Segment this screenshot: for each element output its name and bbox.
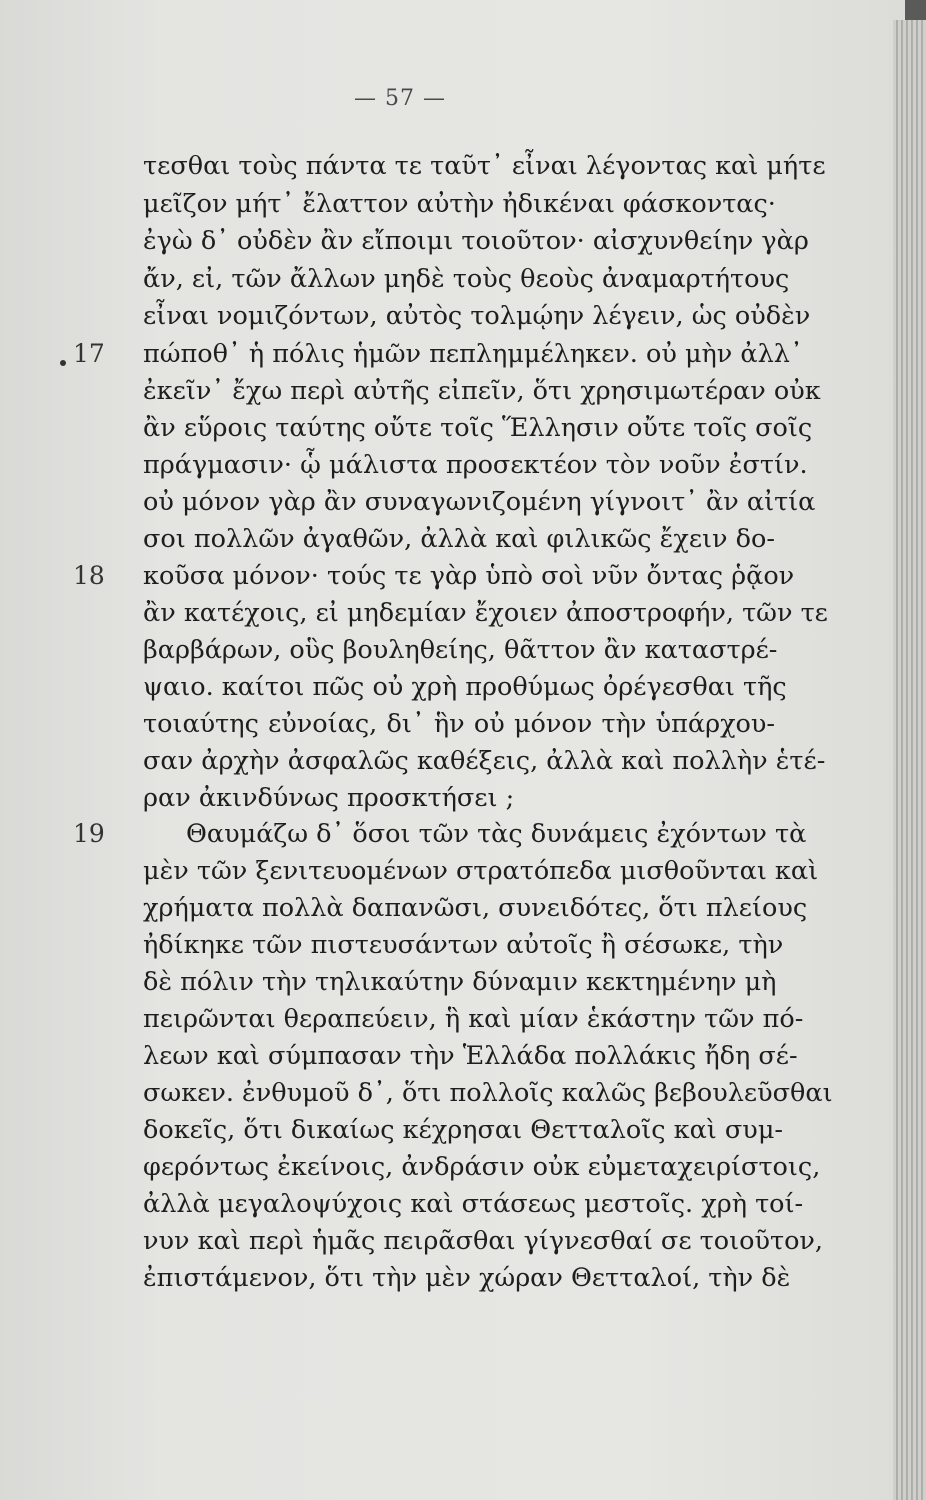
text-line: ραν ἀκινδύνως προσκτήσει ;: [143, 783, 515, 813]
text-line: πειρῶνται θεραπεύειν, ἣ καὶ μίαν ἑκάστην τῶν πό-: [143, 1004, 804, 1034]
text-line: ἄν, εἰ, τῶν ἄλλων μηδὲ τοὺς θεοὺς ἀναμαρτήτους: [143, 264, 790, 294]
text-line: ἐκεῖν᾽ ἔχω περὶ αὐτῆς εἰπεῖν, ὅτι χρησιμωτέραν οὐκ: [143, 376, 821, 406]
text-line: ἂν εὕροις ταύτης οὔτε τοῖς Ἕλλησιν οὔτε τοῖς σοῖς: [143, 413, 813, 443]
text-line: βαρβάρων, οὓς βουληθείης, θᾶττον ἂν καταστρέ-: [143, 635, 778, 665]
text-line: οὐ μόνον γὰρ ἂν συναγωνιζομένη γίγνοιτ᾽ ἂν αἰτία: [143, 487, 816, 517]
text-line: χρήματα πολλὰ δαπανῶσι, συνειδότες, ὅτι πλείους: [143, 893, 808, 923]
text-line: τεσθαι τοὺς πάντα τε ταῦτ᾽ εἶναι λέγοντας καὶ μήτε: [143, 151, 826, 181]
text-line: ἂν κατέχοις, εἰ μηδεμίαν ἔχοιεν ἀποστροφήν, τῶν τε: [143, 598, 828, 628]
text-line: μὲν τῶν ξενιτευομένων στρατόπεδα μισθοῦνται καὶ: [143, 856, 819, 886]
text-line: κοῦσα μόνον· τούς τε γὰρ ὑπὸ σοὶ νῦν ὄντας ῥᾷον: [143, 561, 795, 591]
text-line: μεῖζον μήτ᾽ ἔλαττον αὐτὴν ἠδικέναι φάσκοντας·: [143, 189, 776, 219]
text-line: λεων καὶ σύμπασαν τὴν Ἑλλάδα πολλάκις ἤδη σέ-: [143, 1041, 798, 1071]
section-number-19: 19: [73, 819, 105, 848]
section-number-18: 18: [73, 561, 105, 590]
section-number-17: 17: [73, 339, 105, 368]
text-line: πώποθ᾽ ἡ πόλις ἡμῶν πεπλημμέληκεν. οὐ μὴν ἀλλ᾽: [143, 339, 803, 369]
text-line: εἶναι νομιζόντων, αὐτὸς τολμῴην λέγειν, ὡς οὐδὲν: [143, 301, 811, 331]
text-line: σοι πολλῶν ἀγαθῶν, ἀλλὰ καὶ φιλικῶς ἔχειν δο-: [143, 524, 775, 554]
text-line: ἐγὼ δ᾽ οὐδὲν ἂν εἴποιμι τοιοῦτον· αἰσχυνθείην γὰρ: [143, 226, 809, 256]
text-line: δὲ πόλιν τὴν τηλικαύτην δύναμιν κεκτημένην μὴ: [143, 967, 777, 997]
margin-mark: [60, 360, 66, 366]
text-line: πράγμασιν· ᾧ μάλιστα προσεκτέον τὸν νοῦν ἐστίν.: [143, 450, 808, 480]
text-line: σαν ἀρχὴν ἀσφαλῶς καθέξεις, ἀλλὰ καὶ πολλὴν ἑτέ-: [143, 746, 826, 776]
page-edges: [893, 20, 926, 1500]
text-line: ἐπιστάμενον, ὅτι τὴν μὲν χώραν Θετταλοί, τὴν δὲ: [143, 1263, 791, 1293]
text-line: σωκεν. ἐνθυμοῦ δ᾽, ὅτι πολλοῖς καλῶς βεβουλεῦσθαι: [143, 1078, 833, 1108]
text-line: νυν καὶ περὶ ἡμᾶς πειρᾶσθαι γίγνεσθαί σε τοιοῦτον,: [143, 1226, 824, 1256]
page-number: — 57 —: [354, 86, 446, 111]
text-line: φερόντως ἐκείνοις, ἀνδράσιν οὐκ εὐμεταχειρίστοις,: [143, 1152, 821, 1182]
text-line: Θαυμάζω δ᾽ ὅσοι τῶν τὰς δυνάμεις ἐχόντων τὰ: [186, 819, 807, 849]
text-line: ἠδίκηκε τῶν πιστευσάντων αὐτοῖς ἢ σέσωκε, τὴν: [143, 930, 784, 960]
text-line: ἀλλὰ μεγαλοψύχοις καὶ στάσεως μεστοῖς. χρὴ τοί-: [143, 1189, 804, 1219]
text-line: ψαιο. καίτοι πῶς οὐ χρὴ προθύμως ὀρέγεσθαι τῆς: [143, 672, 787, 702]
text-line: τοιαύτης εὐνοίας, δι᾽ ἣν οὐ μόνον τὴν ὑπάρχου-: [143, 709, 775, 739]
text-line: δοκεῖς, ὅτι δικαίως κέχρησαι Θετταλοῖς καὶ συμ-: [143, 1115, 784, 1145]
